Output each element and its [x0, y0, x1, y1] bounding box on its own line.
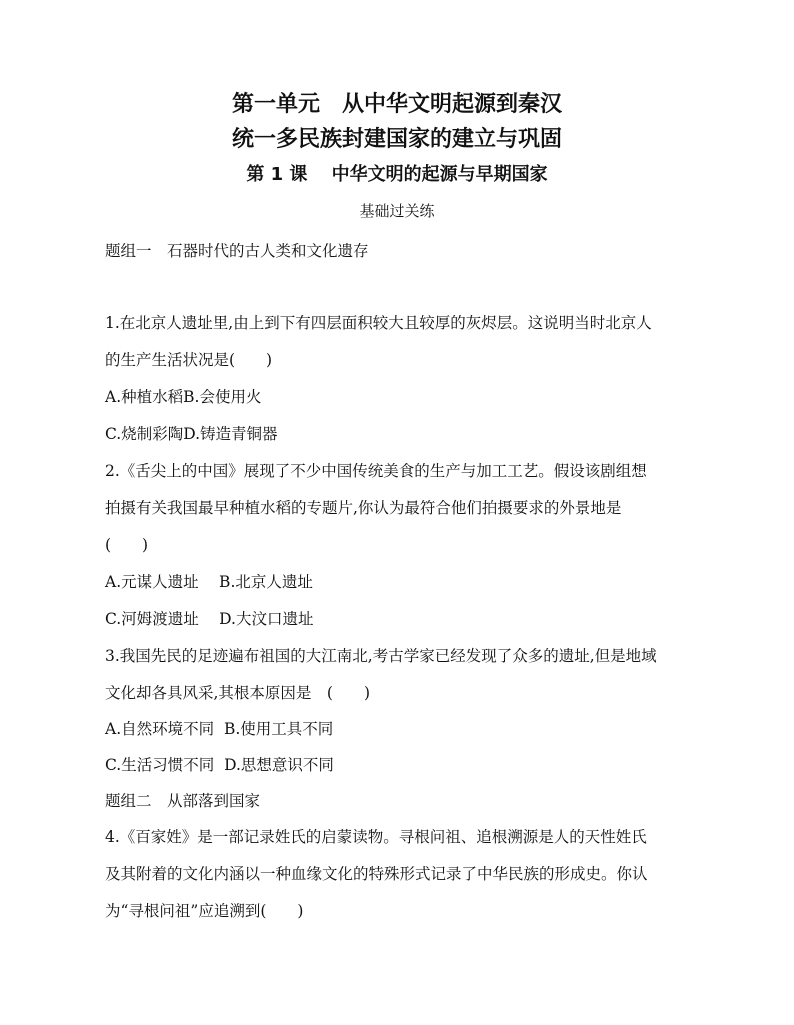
- question-1-option-ab: A.种植水稻B.会使用火: [105, 388, 262, 406]
- question-4-line-2: 及其附着的文化内涵以一种血缘文化的特殊形式记录了中华民族的形成史。你认: [105, 865, 648, 883]
- question-3-line-1: 3.我国先民的足迹遍布祖国的大江南北,考古学家已经发现了众多的遗址,但是地域: [105, 647, 657, 665]
- unit-title: 第一单元 从中华文明起源到秦汉: [231, 92, 562, 117]
- group-title-2: 题组二 从部落到国家: [105, 792, 261, 810]
- group-title-1: 题组一 石器时代的古人类和文化遗存: [105, 242, 369, 260]
- question-2-option-cd: C.河姆渡遗址 D.大汶口遗址: [105, 610, 314, 628]
- question-2-line-1: 2.《舌尖上的中国》展现了不少中国传统美食的生产与加工工艺。假设该剧组想: [105, 462, 647, 480]
- question-2-line-3: ( ): [105, 536, 149, 554]
- question-2-line-2: 拍摄有关我国最早种植水稻的专题片,你认为最符合他们拍摄要求的外景地是: [105, 499, 622, 517]
- lesson-title: 第 1 课 中华文明的起源与早期国家: [246, 164, 548, 185]
- section-title: 基础过关练: [359, 202, 435, 220]
- question-1-line-1: 1.在北京人遗址里,由上到下有四层面积较大且较厚的灰烬层。这说明当时北京人: [105, 314, 652, 332]
- question-2-option-ab: A.元谋人遗址 B.北京人遗址: [105, 573, 313, 591]
- unit-subtitle: 统一多民族封建国家的建立与巩固: [231, 127, 562, 152]
- question-4-line-3: 为“寻根问祖”应追溯到( ): [105, 902, 304, 920]
- question-1-line-2: 的生产生活状况是( ): [105, 351, 273, 369]
- question-3-line-2: 文化却各具风采,其根本原因是 ( ): [105, 684, 371, 702]
- question-4-line-1: 4.《百家姓》是一部记录姓氏的启蒙读物。寻根问祖、追根溯源是人的天性姓氏: [105, 828, 647, 846]
- question-1-option-cd: C.烧制彩陶D.铸造青铜器: [105, 425, 278, 443]
- question-3-option-ab: A.自然环境不同 B.使用工具不同: [105, 720, 334, 738]
- question-3-option-cd: C.生活习惯不同 D.思想意识不同: [105, 756, 334, 774]
